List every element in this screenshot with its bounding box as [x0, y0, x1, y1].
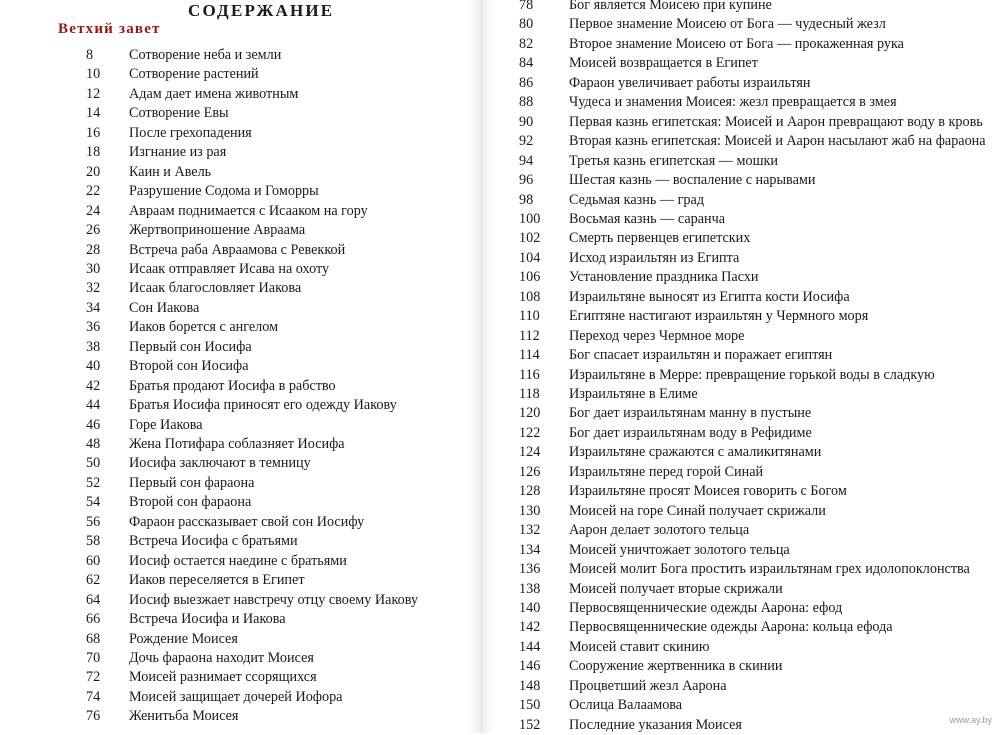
- entry-title: Дочь фараона находит Моисея: [129, 649, 314, 666]
- entry-page-number: 22: [86, 183, 101, 200]
- entry-page-number: 70: [86, 649, 101, 666]
- entry-title: Израильтяне перед горой Синай: [569, 463, 764, 480]
- entry-page-number: 132: [519, 522, 541, 539]
- entry-title: Разрушение Содома и Гоморры: [129, 183, 319, 200]
- entry-title: Изгнание из рая: [129, 144, 227, 161]
- entry-title: Моисей уничтожает золотого тельца: [569, 541, 790, 558]
- entry-page-number: 134: [519, 541, 541, 558]
- entry-page-number: 86: [519, 74, 534, 91]
- entry-page-number: 28: [86, 241, 101, 258]
- entry-title: Ослица Валаамова: [569, 697, 683, 714]
- entry-page-number: 122: [519, 424, 541, 441]
- entry-title: Каин и Авель: [129, 163, 212, 180]
- entry-title: Первосвященнические одежды Аарона: ефод: [569, 599, 843, 616]
- watermark: www.ay.by: [949, 715, 992, 725]
- entry-page-number: 40: [86, 358, 101, 375]
- entry-title: Женитьба Моисея: [129, 708, 239, 725]
- entry-page-number: 100: [519, 210, 541, 227]
- entry-title: Сон Иакова: [129, 299, 200, 316]
- entry-page-number: 108: [519, 288, 541, 305]
- entry-title: Рождение Моисея: [129, 630, 238, 647]
- entry-page-number: 80: [519, 16, 534, 33]
- contents-title: СОДЕРЖАНИЕ: [188, 1, 335, 20]
- entry-title: Бог дает израильтянам манну в пустыне: [569, 405, 812, 422]
- entry-title: Первосвященнические одежды Аарона: кольца ефода: [569, 619, 893, 636]
- entry-page-number: 68: [86, 630, 101, 647]
- entry-page-number: 148: [519, 677, 541, 694]
- entry-page-number: 38: [86, 338, 101, 355]
- entry-page-number: 88: [519, 94, 534, 111]
- entry-page-number: 142: [519, 619, 541, 636]
- entry-title: Иосиф выезжает навстречу отцу своему Иакову: [129, 591, 419, 608]
- entry-title: Бог является Моисею при купине: [569, 0, 772, 13]
- entry-page-number: 90: [519, 113, 534, 130]
- entry-title: Сооружение жертвенника в скинии: [569, 658, 783, 675]
- entry-page-number: 66: [86, 611, 101, 628]
- entry-title: Установление праздника Пасхи: [569, 269, 759, 286]
- entry-page-number: 74: [86, 688, 101, 705]
- section-heading-old-testament: Ветхий завет: [58, 21, 161, 37]
- entry-title: Моисей на горе Синай получает скрижали: [569, 502, 826, 519]
- entry-page-number: 150: [519, 697, 541, 714]
- entry-page-number: 60: [86, 552, 101, 569]
- entry-page-number: 16: [86, 124, 101, 141]
- entry-title: Моисей получает вторые скрижали: [569, 580, 783, 597]
- entry-title: Восьмая казнь — саранча: [569, 210, 726, 227]
- entry-title: Жена Потифара соблазняет Иосифа: [129, 436, 345, 452]
- entry-title: Братья продают Иосифа в рабство: [129, 377, 336, 394]
- entry-page-number: 44: [86, 397, 101, 414]
- entry-title: Адам дает имена животным: [129, 85, 299, 102]
- entry-title: Исаак отправляет Исава на охоту: [129, 260, 330, 277]
- entry-page-number: 116: [519, 366, 540, 383]
- entry-title: Последние указания Моисея: [569, 716, 742, 733]
- entry-title: Фараон увеличивает работы израильтян: [569, 74, 811, 91]
- entry-page-number: 76: [86, 708, 101, 725]
- entry-title: Братья Иосифа приносят его одежду Иакову: [129, 397, 397, 414]
- entry-page-number: 56: [86, 513, 101, 530]
- entry-title: Седьмая казнь — град: [569, 191, 705, 208]
- entry-page-number: 136: [519, 561, 541, 578]
- entry-page-number: 102: [519, 230, 541, 247]
- entry-title: Смерть первенцев египетских: [569, 230, 751, 247]
- entry-page-number: 120: [519, 405, 541, 422]
- left-page: [0, 0, 468, 733]
- entry-page-number: 46: [86, 416, 101, 433]
- entry-title: Бог спасает израильтян и поражает египтян: [569, 347, 833, 364]
- entry-page-number: 64: [86, 591, 101, 608]
- entry-page-number: 48: [86, 436, 101, 452]
- entry-page-number: 128: [519, 483, 541, 500]
- entry-title: Первое знамение Моисею от Бога — чудесный жезл: [569, 16, 886, 33]
- entry-title: Исход израильтян из Египта: [569, 249, 740, 266]
- entry-title: Второе знамение Моисею от Бога — прокаженная рука: [569, 35, 904, 52]
- entry-title: Бог дает израильтянам воду в Рефидиме: [569, 424, 812, 441]
- entry-page-number: 118: [519, 386, 540, 402]
- entry-page-number: 62: [86, 572, 101, 589]
- entry-page-number: 138: [519, 580, 541, 597]
- entry-title: Моисей защищает дочерей Иофора: [129, 688, 343, 705]
- entry-title: Иаков переселяется в Египет: [129, 572, 305, 589]
- entry-title: Моисей ставит скинию: [569, 638, 710, 655]
- entry-title: Вторая казнь египетская: Моисей и Аарон насылают жаб на фараона: [569, 133, 986, 150]
- entry-title: Израильтяне просят Моисея говорить с Богом: [569, 483, 847, 500]
- entry-title: Иосифа заключают в темницу: [129, 455, 311, 472]
- entry-page-number: 104: [519, 249, 541, 266]
- entry-title: Первый сон Иосифа: [129, 338, 252, 355]
- right-page: [492, 0, 1000, 733]
- entry-page-number: 140: [519, 599, 541, 616]
- entry-title: Встреча Иосифа и Иакова: [129, 611, 286, 628]
- entry-title: Моисей возвращается в Египет: [569, 55, 758, 72]
- entry-title: Авраам поднимается с Исааком на гору: [129, 202, 368, 219]
- entry-title: Иаков борется с ангелом: [129, 319, 279, 336]
- entry-title: Третья казнь египетская — мошки: [569, 152, 778, 169]
- entry-page-number: 14: [86, 105, 101, 122]
- entry-page-number: 130: [519, 502, 541, 519]
- entry-title: Горе Иакова: [129, 416, 203, 433]
- entry-title: Иосиф остается наедине с братьями: [129, 552, 347, 569]
- entry-title: Встреча раба Авраамова с Ревеккой: [129, 241, 346, 258]
- entry-page-number: 84: [519, 55, 534, 72]
- entry-page-number: 94: [519, 152, 534, 169]
- entry-title: Процветший жезл Аарона: [569, 677, 727, 694]
- entry-page-number: 110: [519, 308, 540, 325]
- entry-page-number: 82: [519, 35, 534, 52]
- entry-title: Встреча Иосифа с братьями: [129, 533, 298, 550]
- entry-page-number: 114: [519, 347, 540, 364]
- entry-page-number: 72: [86, 669, 101, 686]
- entry-title: Сотворение неба и земли: [129, 47, 282, 63]
- entry-page-number: 126: [519, 463, 541, 480]
- entry-page-number: 124: [519, 444, 541, 461]
- entry-title: Исаак благословляет Иакова: [129, 280, 302, 297]
- entry-page-number: 146: [519, 658, 541, 675]
- entry-page-number: 96: [519, 172, 534, 189]
- entry-title: Второй сон Иосифа: [129, 358, 249, 375]
- entry-title: Первая казнь египетская: Моисей и Аарон превращают воду в кровь: [569, 113, 983, 130]
- entry-title: Моисей разнимает ссорящихся: [129, 669, 317, 686]
- entry-title: Сотворение Евы: [129, 105, 229, 122]
- entry-page-number: 10: [86, 66, 101, 83]
- entry-page-number: 144: [519, 638, 541, 655]
- entry-page-number: 152: [519, 716, 541, 733]
- entry-title: Жертвоприношение Авраама: [129, 222, 306, 239]
- entry-page-number: 12: [86, 85, 101, 102]
- entry-page-number: 26: [86, 222, 101, 239]
- entry-page-number: 8: [86, 47, 94, 63]
- entry-title: Шестая казнь — воспаление с нарывами: [569, 172, 816, 189]
- entry-page-number: 112: [519, 327, 540, 344]
- entry-page-number: 50: [86, 455, 101, 472]
- entry-page-number: 36: [86, 319, 101, 336]
- entry-page-number: 58: [86, 533, 101, 550]
- entry-title: Моисей молит Бога простить израильтянам грех идолопоклонства: [569, 561, 970, 578]
- entry-page-number: 78: [519, 0, 534, 13]
- entry-page-number: 20: [86, 163, 101, 180]
- entry-title: Сотворение растений: [129, 66, 259, 83]
- entry-page-number: 30: [86, 260, 101, 277]
- entry-page-number: 106: [519, 269, 541, 286]
- entry-page-number: 52: [86, 474, 101, 491]
- entry-title: После грехопадения: [129, 124, 252, 141]
- entry-title: Первый сон фараона: [129, 474, 255, 491]
- entry-title: Аарон делает золотого тельца: [569, 522, 750, 539]
- entry-page-number: 92: [519, 133, 534, 150]
- entry-title: Израильтяне в Елиме: [569, 386, 698, 402]
- entry-title: Израильтяне сражаются с амаликитянами: [569, 444, 822, 461]
- entry-page-number: 24: [86, 202, 101, 219]
- entry-page-number: 18: [86, 144, 101, 161]
- entry-page-number: 42: [86, 377, 101, 394]
- entry-title: Переход через Чермное море: [569, 327, 745, 344]
- entry-title: Второй сон фараона: [129, 494, 252, 511]
- entry-title: Израильтяне в Мерре: превращение горькой воды в сладкую: [569, 366, 935, 383]
- entry-title: Чудеса и знамения Моисея: жезл превращается в змея: [569, 94, 897, 111]
- entry-page-number: 54: [86, 494, 101, 511]
- entry-title: Египтяне настигают израильтян у Чермного моря: [569, 308, 869, 325]
- entry-page-number: 34: [86, 299, 101, 316]
- entry-page-number: 32: [86, 280, 101, 297]
- entry-page-number: 98: [519, 191, 534, 208]
- entry-title: Фараон рассказывает свой сон Иосифу: [129, 513, 365, 530]
- entry-title: Израильтяне выносят из Египта кости Иосифа: [569, 288, 850, 305]
